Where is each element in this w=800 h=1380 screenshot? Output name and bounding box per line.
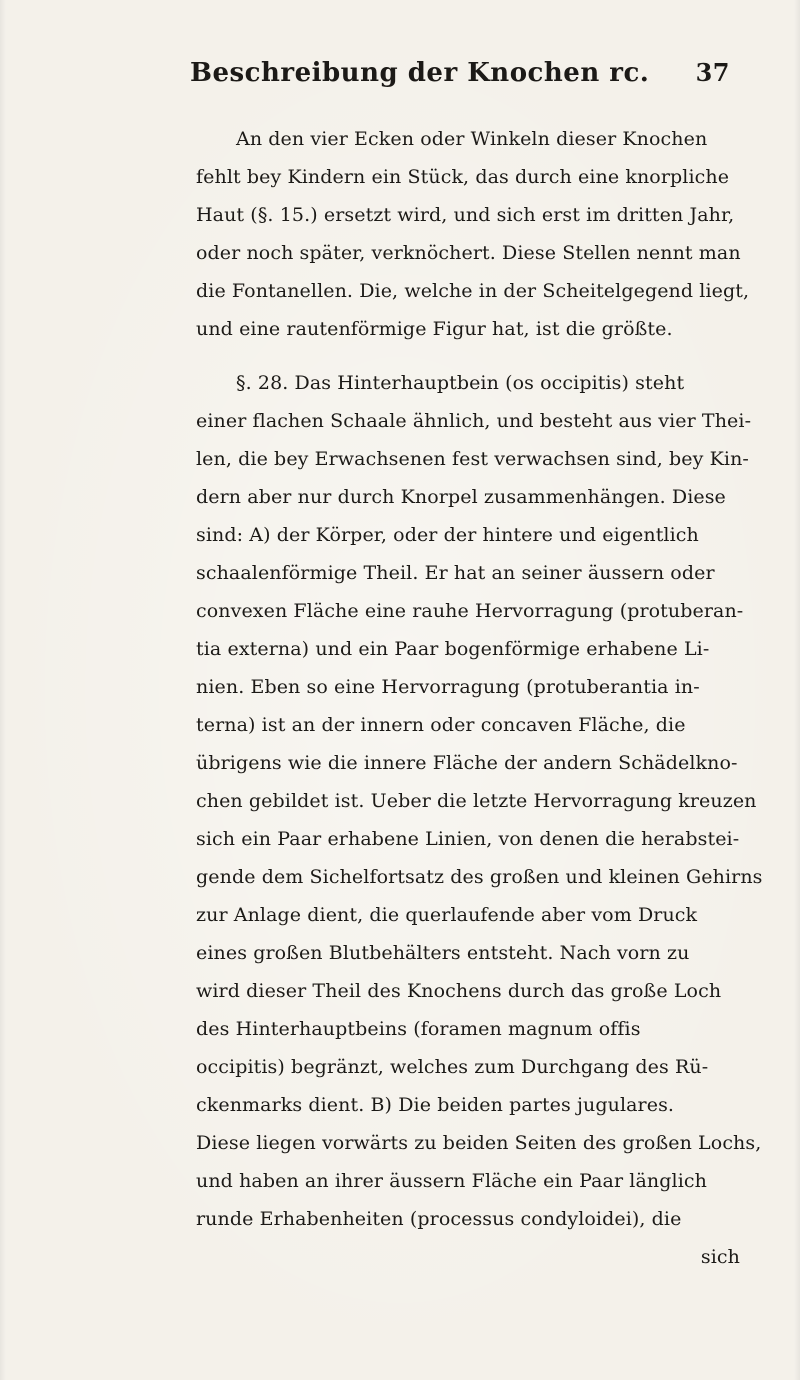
running-head [190, 58, 730, 98]
text-line: fehlt bey Kindern ein Stück, das durch eine knorpliche [196, 166, 730, 188]
text-line: runde Erhabenheiten (processus condyloidei), die [196, 1208, 682, 1230]
catchword: sich [700, 1246, 740, 1268]
text-line: An den vier Ecken oder Winkeln dieser Knochen [236, 128, 708, 150]
text-line: convexen Fläche eine rauhe Hervorragung (protuberan- [196, 600, 744, 622]
running-head-title: Beschreibung der Knochen rc. [190, 58, 650, 88]
text-line: dern aber nur durch Knorpel zusammenhängen. Diese [196, 486, 726, 508]
text-line: nien. Eben so eine Hervorragung (protuberantia in- [196, 676, 700, 698]
text-line: occipitis) begränzt, welches zum Durchgang des Rü- [196, 1056, 709, 1078]
text-line: len, die bey Erwachsenen fest verwachsen sind, bey Kin- [196, 448, 749, 470]
text-line: ckenmarks dient. B) Die beiden partes jugulares. [196, 1094, 675, 1116]
text-line: die Fontanellen. Die, welche in der Scheitelgegend liegt, [196, 280, 750, 302]
page-number: 37 [695, 58, 730, 87]
text-line: terna) ist an der innern oder concaven Fläche, die [196, 714, 686, 736]
section-heading-line: §. 28. Das Hinterhauptbein (os occipitis) steht [236, 372, 685, 394]
text-line: und haben an ihrer äussern Fläche ein Paar länglich [196, 1170, 707, 1192]
text-line: des Hinterhauptbeins (foramen magnum offis [196, 1018, 641, 1040]
text-line: übrigens wie die innere Fläche der andern Schädelkno- [196, 752, 738, 774]
text-line: tia externa) und ein Paar bogenförmige erhabene Li- [196, 638, 710, 660]
text-line: einer flachen Schaale ähnlich, und besteht aus vier Thei- [196, 410, 752, 432]
text-line: schaalenförmige Theil. Er hat an seiner äussern oder [196, 562, 715, 584]
text-line: gende dem Sichelfortsatz des großen und kleinen Gehirns [196, 866, 763, 888]
text-line: sind: A) der Körper, oder der hintere und eigentlich [196, 524, 699, 546]
text-line: wird dieser Theil des Knochens durch das große Loch [196, 980, 722, 1002]
text-line: oder noch später, verknöchert. Diese Stellen nennt man [196, 242, 741, 264]
text-line: zur Anlage dient, die querlaufende aber vom Druck [196, 904, 698, 926]
text-line: eines großen Blutbehälters entsteht. Nach vorn zu [196, 942, 690, 964]
text-line: chen gebildet ist. Ueber die letzte Hervorragung kreuzen [196, 790, 757, 812]
text-line: sich ein Paar erhabene Linien, von denen die herabstei- [196, 828, 740, 850]
text-line: Diese liegen vorwärts zu beiden Seiten des großen Lochs, [196, 1132, 762, 1154]
text-line: Haut (§. 15.) ersetzt wird, und sich erst im dritten Jahr, [196, 204, 735, 226]
text-line: und eine rautenförmige Figur hat, ist die größte. [196, 318, 673, 340]
